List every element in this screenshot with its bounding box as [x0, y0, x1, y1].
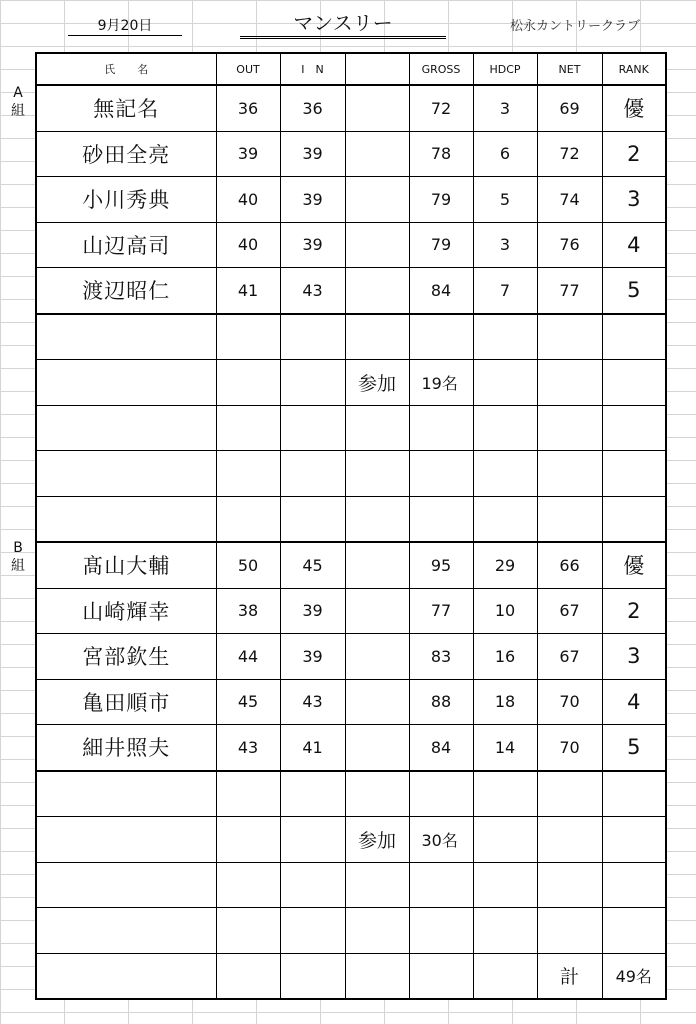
blank-cell: [602, 405, 666, 451]
in-score: 45: [280, 542, 345, 588]
total-count: 49名: [602, 953, 666, 999]
table-row: [36, 679, 666, 725]
blank-cell: [345, 588, 409, 634]
player-name: 無記名: [36, 85, 216, 131]
player-name: 髙山大輔: [36, 542, 216, 588]
blank-cell: [602, 451, 666, 497]
net-score: 67: [537, 588, 602, 634]
in-score: 39: [280, 177, 345, 223]
rank-value: 2: [602, 588, 666, 634]
gross-score: 95: [409, 542, 473, 588]
blank-cell: [409, 405, 473, 451]
blank-cell: [473, 862, 537, 908]
blank-cell: [537, 771, 602, 817]
blank-cell: [602, 771, 666, 817]
in-score: 39: [280, 634, 345, 680]
blank-cell: [280, 953, 345, 999]
out-score: 38: [216, 588, 280, 634]
in-score: 39: [280, 131, 345, 177]
player-name: 山崎輝幸: [36, 588, 216, 634]
net-score: 74: [537, 177, 602, 223]
blank-cell: [345, 451, 409, 497]
out-score: 41: [216, 268, 280, 314]
total-row: [36, 953, 666, 999]
hdcp-value: 5: [473, 177, 537, 223]
blank-cell: [473, 817, 537, 863]
empty-row: [36, 862, 666, 908]
blank-cell: [602, 496, 666, 542]
player-name: 小川秀典: [36, 177, 216, 223]
blank-cell: [409, 771, 473, 817]
empty-row: [36, 314, 666, 360]
blank-cell: [36, 360, 216, 406]
table-row: [36, 177, 666, 223]
gross-score: 88: [409, 679, 473, 725]
gross-score: 72: [409, 85, 473, 131]
table-row: [36, 634, 666, 680]
blank-cell: [345, 314, 409, 360]
blank-cell: [216, 451, 280, 497]
blank-cell: [345, 679, 409, 725]
blank-cell: [280, 451, 345, 497]
blank-cell: [537, 908, 602, 954]
blank-cell: [216, 908, 280, 954]
blank-cell: [345, 953, 409, 999]
out-score: 40: [216, 222, 280, 268]
hdcp-value: 10: [473, 588, 537, 634]
blank-cell: [216, 405, 280, 451]
blank-cell: [345, 725, 409, 771]
hdcp-value: 7: [473, 268, 537, 314]
in-score: 43: [280, 268, 345, 314]
hdcp-value: 6: [473, 131, 537, 177]
blank-cell: [345, 496, 409, 542]
player-name: 砂田全亮: [36, 131, 216, 177]
player-name: 宮部欽生: [36, 634, 216, 680]
net-score: 70: [537, 679, 602, 725]
blank-cell: [537, 817, 602, 863]
blank-cell: [345, 222, 409, 268]
blank-cell: [345, 771, 409, 817]
blank-cell: [216, 496, 280, 542]
blank-cell: [216, 771, 280, 817]
col-header-rank: RANK: [602, 53, 666, 85]
net-score: 76: [537, 222, 602, 268]
blank-cell: [537, 451, 602, 497]
group-label-b: [6, 539, 30, 575]
player-name: 渡辺昭仁: [36, 268, 216, 314]
blank-cell: [409, 908, 473, 954]
table-row: [36, 725, 666, 771]
net-score: 72: [537, 131, 602, 177]
player-name: 細井照夫: [36, 725, 216, 771]
blank-cell: [36, 451, 216, 497]
blank-cell: [345, 634, 409, 680]
participation-label: 参加: [345, 817, 409, 863]
in-score: 41: [280, 725, 345, 771]
participation-row: [36, 360, 666, 406]
blank-cell: [36, 496, 216, 542]
blank-cell: [409, 451, 473, 497]
group-label-text: B 組: [11, 540, 25, 574]
empty-row: [36, 496, 666, 542]
rank-value: 5: [602, 725, 666, 771]
blank-cell: [216, 862, 280, 908]
out-score: 40: [216, 177, 280, 223]
participation-row: [36, 817, 666, 863]
empty-row: [36, 771, 666, 817]
blank-cell: [473, 496, 537, 542]
gross-score: 79: [409, 222, 473, 268]
blank-cell: [537, 314, 602, 360]
blank-cell: [345, 131, 409, 177]
col-header-hdcp: HDCP: [473, 53, 537, 85]
out-score: 36: [216, 85, 280, 131]
rank-value: 4: [602, 222, 666, 268]
blank-cell: [280, 496, 345, 542]
blank-cell: [537, 405, 602, 451]
page-title: マンスリー: [240, 10, 446, 39]
col-header-out: OUT: [216, 53, 280, 85]
blank-cell: [36, 405, 216, 451]
blank-cell: [280, 771, 345, 817]
score-table: [35, 52, 667, 1000]
header-row: [36, 53, 666, 85]
blank-cell: [409, 314, 473, 360]
total-label: 計: [537, 953, 602, 999]
blank-cell: [473, 451, 537, 497]
blank-cell: [36, 953, 216, 999]
blank-cell: [36, 908, 216, 954]
gross-score: 79: [409, 177, 473, 223]
net-score: 70: [537, 725, 602, 771]
in-score: 39: [280, 222, 345, 268]
rank-value: 3: [602, 634, 666, 680]
blank-cell: [602, 908, 666, 954]
participation-count: 30名: [409, 817, 473, 863]
out-score: 44: [216, 634, 280, 680]
rank-value: 5: [602, 268, 666, 314]
blank-cell: [36, 771, 216, 817]
blank-cell: [409, 862, 473, 908]
net-score: 77: [537, 268, 602, 314]
blank-cell: [602, 360, 666, 406]
hdcp-value: 14: [473, 725, 537, 771]
empty-row: [36, 451, 666, 497]
col-header-net: NET: [537, 53, 602, 85]
table-row: [36, 85, 666, 131]
col-header-gross: GROSS: [409, 53, 473, 85]
gross-score: 78: [409, 131, 473, 177]
blank-cell: [345, 85, 409, 131]
blank-cell: [537, 862, 602, 908]
out-score: 43: [216, 725, 280, 771]
blank-cell: [537, 496, 602, 542]
in-score: 39: [280, 588, 345, 634]
group-label-text: A 組: [11, 85, 25, 119]
player-name: 亀田順市: [36, 679, 216, 725]
blank-cell: [36, 862, 216, 908]
net-score: 67: [537, 634, 602, 680]
hdcp-value: 3: [473, 222, 537, 268]
participation-count: 19名: [409, 360, 473, 406]
table-row: [36, 222, 666, 268]
in-score: 36: [280, 85, 345, 131]
blank-cell: [216, 360, 280, 406]
blank-cell: [409, 496, 473, 542]
out-score: 39: [216, 131, 280, 177]
net-score: 66: [537, 542, 602, 588]
blank-cell: [280, 862, 345, 908]
rank-value: 4: [602, 679, 666, 725]
blank-cell: [602, 817, 666, 863]
hdcp-value: 16: [473, 634, 537, 680]
group-label-a: [6, 84, 30, 120]
rank-value: 優: [602, 85, 666, 131]
blank-cell: [36, 817, 216, 863]
blank-cell: [216, 817, 280, 863]
blank-cell: [473, 953, 537, 999]
table-row: [36, 542, 666, 588]
blank-cell: [280, 314, 345, 360]
blank-cell: [216, 953, 280, 999]
col-header-name: 氏 名: [36, 53, 216, 85]
empty-row: [36, 405, 666, 451]
blank-cell: [602, 314, 666, 360]
blank-cell: [280, 908, 345, 954]
net-score: 69: [537, 85, 602, 131]
blank-cell: [473, 314, 537, 360]
empty-row: [36, 908, 666, 954]
table-row: [36, 131, 666, 177]
table-row: [36, 588, 666, 634]
blank-cell: [473, 360, 537, 406]
blank-cell: [409, 953, 473, 999]
blank-cell: [345, 908, 409, 954]
date-label: 9月20日: [68, 17, 182, 36]
in-score: 43: [280, 679, 345, 725]
blank-cell: [345, 268, 409, 314]
rank-value: 3: [602, 177, 666, 223]
participation-label: 参加: [345, 360, 409, 406]
club-name: 松永カントリークラブ: [509, 19, 640, 34]
hdcp-value: 3: [473, 85, 537, 131]
player-name: 山辺高司: [36, 222, 216, 268]
out-score: 45: [216, 679, 280, 725]
out-score: 50: [216, 542, 280, 588]
blank-cell: [345, 862, 409, 908]
rank-value: 2: [602, 131, 666, 177]
blank-cell: [345, 405, 409, 451]
blank-cell: [602, 862, 666, 908]
blank-cell: [473, 908, 537, 954]
gross-score: 83: [409, 634, 473, 680]
gross-score: 84: [409, 725, 473, 771]
rank-value: 優: [602, 542, 666, 588]
blank-cell: [280, 817, 345, 863]
hdcp-value: 18: [473, 679, 537, 725]
blank-cell: [216, 314, 280, 360]
gross-score: 77: [409, 588, 473, 634]
blank-cell: [473, 771, 537, 817]
blank-cell: [280, 360, 345, 406]
blank-cell: [36, 314, 216, 360]
col-header-blank: [345, 53, 409, 85]
blank-cell: [280, 405, 345, 451]
blank-cell: [345, 542, 409, 588]
col-header-in: I N: [280, 53, 345, 85]
blank-cell: [473, 405, 537, 451]
blank-cell: [537, 360, 602, 406]
blank-cell: [345, 177, 409, 223]
hdcp-value: 29: [473, 542, 537, 588]
gross-score: 84: [409, 268, 473, 314]
table-row: [36, 268, 666, 314]
